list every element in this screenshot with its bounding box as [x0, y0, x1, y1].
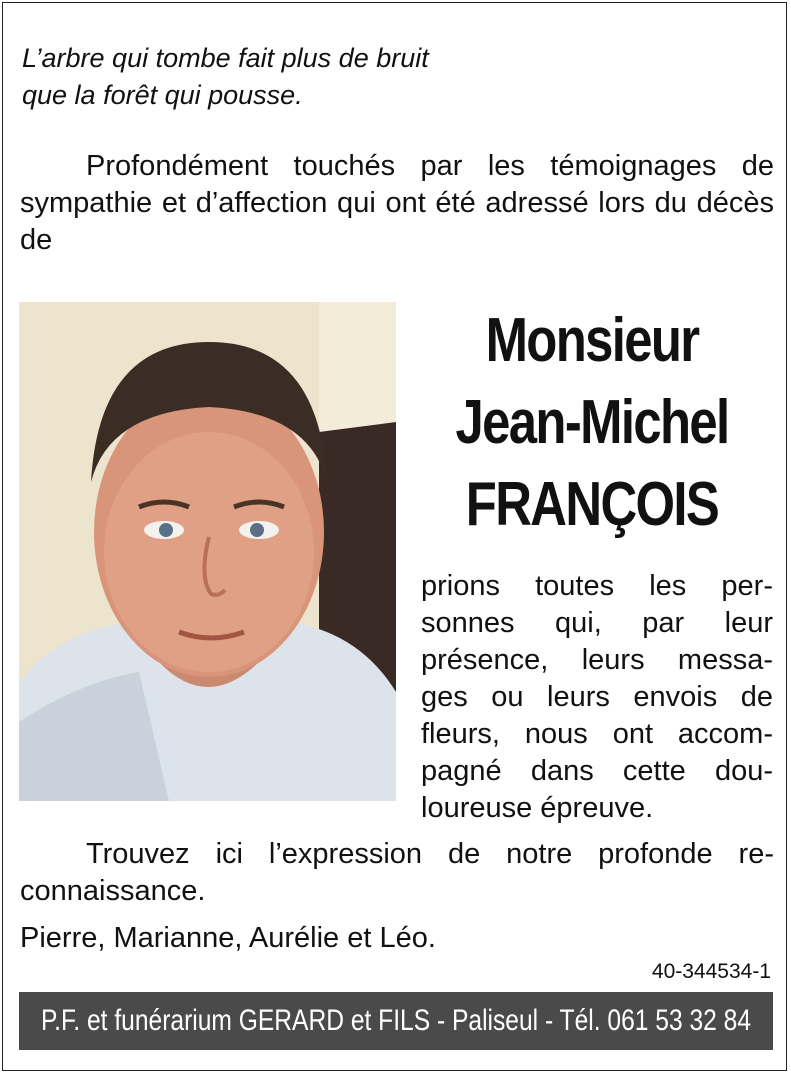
deceased-title: Monsieur	[485, 306, 699, 375]
deceased-first-name: Jean-Michel	[455, 388, 729, 457]
thanks-paragraph: Trouvez ici l’expression de notre profonde re-connaissance.	[20, 838, 774, 907]
family-signature: Pierre, Marianne, Aurélie et Léo.	[20, 922, 436, 954]
body-line: sonnes qui, par leur	[421, 607, 773, 639]
portrait-photo	[19, 302, 396, 801]
body-line: présence, leurs messa-	[421, 644, 773, 676]
deceased-name	[444, 300, 739, 546]
body-line: prions toutes les per-	[421, 570, 773, 602]
intro-paragraph: Profondément touchés par les témoignages de sympathie et d’affection qui ont été adressé lors du décès de	[20, 150, 774, 256]
body-line: pagné dans cette dou-	[421, 755, 773, 787]
epigraph-quote	[22, 40, 762, 114]
body-line: ges ou leurs envois de	[421, 681, 773, 713]
epigraph-line-1: L’arbre qui tombe fait plus de bruit	[22, 43, 429, 73]
acknowledgement-paragraph	[421, 568, 773, 827]
funeral-home-text: P.F. et funérarium GERARD et FILS - Paliseul - Tél. 061 53 32 84	[40, 1004, 752, 1037]
funeral-home-banner	[19, 992, 773, 1050]
epigraph-line-2: que la forêt qui pousse.	[22, 80, 303, 110]
body-line: fleurs, nous ont accom-	[421, 718, 773, 750]
deceased-last-name: FRANÇOIS	[465, 470, 719, 539]
body-line: loureuse épreuve.	[421, 792, 654, 824]
reference-number: 40-344534-1	[651, 960, 771, 983]
